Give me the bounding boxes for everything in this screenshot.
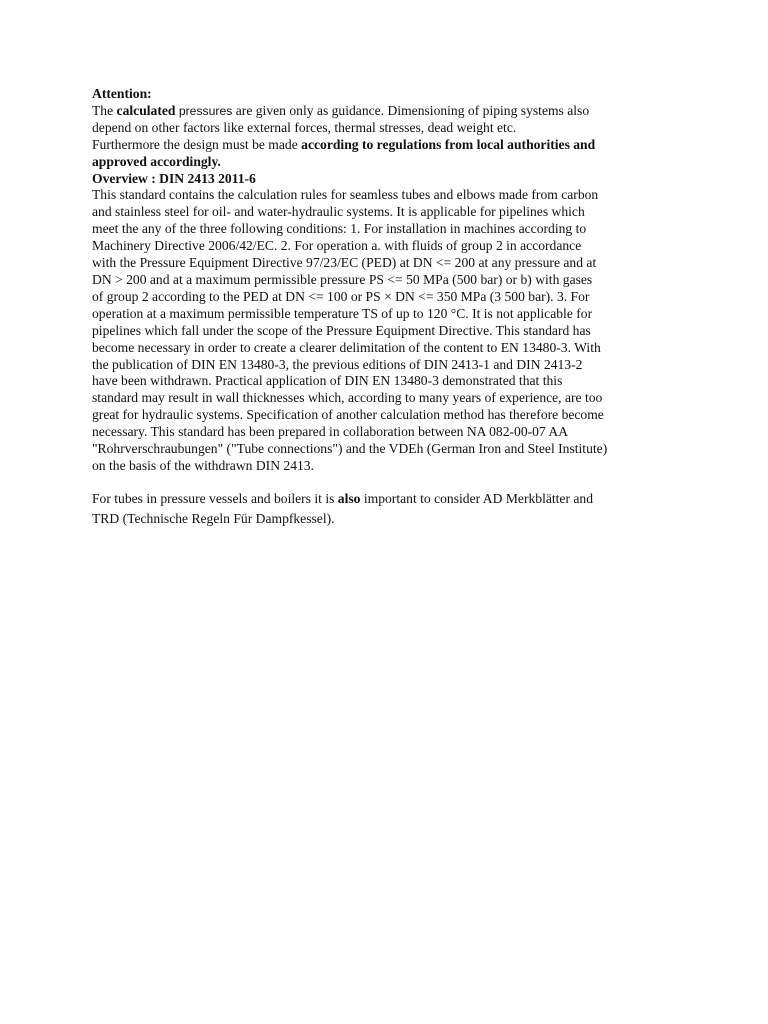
overview-line: the publication of DIN EN 13480-3, the previous editions of DIN 2413-1 and DIN 2413-2: [92, 356, 583, 372]
overview-line: standard may result in wall thicknesses which, according to many years of experience, are too: [92, 390, 603, 406]
attention-pressures-word: pressures: [175, 103, 233, 118]
document-page: [92, 86, 692, 529]
overview-line: "Rohrverschraubungen" ("Tube connections") and the VDEh (German Iron and Steel Institute): [92, 441, 608, 457]
overview-line: have been withdrawn. Practical application of DIN EN 13480-3 demonstrated that this: [92, 373, 563, 389]
vessels-line-1-prefix: For tubes in pressure vessels and boilers it is: [92, 490, 338, 506]
vessels-line-1-rest: important to consider AD Merkblätter and: [360, 490, 594, 506]
overview-line: meet the any of the three following conditions: 1. For installation in machines according to: [92, 221, 587, 237]
overview-line: great for hydraulic systems. Specification of another calculation method has therefore become: [92, 407, 604, 423]
overview-line: of group 2 according to the PED at DN <= 100 or PS × DN <= 350 MPa (3 500 bar). 3. For: [92, 288, 590, 304]
attention-line-2: depend on other factors like external forces, thermal stresses, dead weight etc.: [92, 119, 517, 135]
overview-line: become necessary in order to create a clearer delimitation of the content to EN 13480-3. With: [92, 339, 601, 355]
attention-line-1-rest: are given only as guidance. Dimensioning of piping systems also: [232, 102, 590, 118]
vessels-also-bold: also: [337, 490, 361, 506]
overview-line: necessary. This standard has been prepared in collaboration between NA 082-00-07 AA: [92, 424, 569, 440]
overview-line: This standard contains the calculation rules for seamless tubes and elbows made from carbon: [92, 187, 599, 203]
overview-line: with the Pressure Equipment Directive 97/23/EC (PED) at DN <= 200 at any pressure and at: [92, 255, 597, 271]
attention-line-3-prefix: Furthermore the design must be made: [92, 136, 302, 152]
overview-line: pipelines which fall under the scope of the Pressure Equipment Directive. This standard has: [92, 322, 591, 338]
overview-heading: Overview : DIN 2413 2011-6: [92, 170, 256, 186]
paragraph-spacer: [92, 475, 692, 489]
vessels-section: [92, 489, 692, 529]
attention-line-4: approved accordingly.: [92, 153, 221, 169]
attention-section: [92, 86, 692, 171]
vessels-line-1: [92, 489, 692, 509]
attention-line-1: [92, 103, 692, 120]
overview-line: DN > 200 and at a maximum permissible pressure PS <= 50 MPa (500 bar) or b) with gases: [92, 271, 593, 287]
attention-line-3: [92, 137, 692, 154]
vessels-line-2: TRD (Technische Regeln Für Dampfkessel).: [92, 510, 335, 526]
overview-line: operation at a maximum permissible temperature TS of up to 120 °C. It is not applicable for: [92, 305, 593, 321]
overview-line: Machinery Directive 2006/42/EC. 2. For operation a. with fluids of group 2 in accordance: [92, 238, 582, 254]
attention-line-1-prefix: The: [92, 102, 117, 118]
overview-line: on the basis of the withdrawn DIN 2413.: [92, 457, 314, 473]
overview-section: [92, 171, 692, 475]
attention-calculated-bold: calculated: [116, 102, 176, 118]
overview-line: and stainless steel for oil- and water-hydraulic systems. It is applicable for pipelines which: [92, 204, 585, 220]
attention-line-3-bold: according to regulations from local authorities and: [301, 136, 596, 152]
attention-heading: Attention:: [92, 86, 152, 101]
